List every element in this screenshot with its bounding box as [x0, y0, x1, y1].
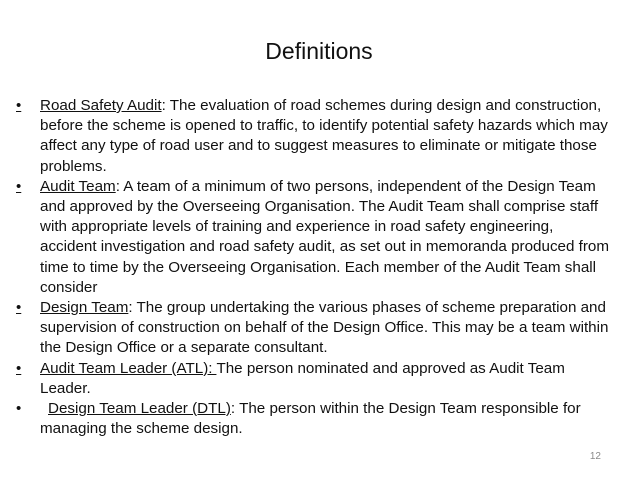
definition-road-safety-audit [14, 96, 614, 177]
bullet-icon: • [16, 400, 22, 418]
definition-term: Audit Team Leader (ATL): [40, 359, 217, 377]
definition-term: Audit Team [40, 177, 116, 195]
definition-text: : The evaluation of road schemes during design and construction, before the scheme is opened to traffic, to identify potential safety hazards which may affect any type of road user and to suggest measures to eliminate or mitigate those problems. [40, 97, 608, 175]
definition-term: Design Team [40, 299, 129, 317]
page-number: 12 [589, 451, 601, 462]
definition-design-team-leader [14, 399, 614, 439]
definition-text: : The group undertaking the various phases of scheme preparation and supervision of construction on behalf of the Design Office. This may be a team within the Design Office or a separate consultant. [40, 299, 609, 357]
slide-title: Definitions [265, 38, 373, 64]
definition-term: Design Team Leader (DTL) [48, 400, 231, 418]
definition-design-team [14, 298, 614, 359]
definition-audit-team-leader [14, 359, 614, 399]
definition-term: Road Safety Audit [40, 97, 162, 114]
bullet-icon: • [16, 177, 22, 195]
definition-text: : The person within the Design Team responsible for managing the scheme design. [40, 400, 581, 438]
definition-audit-team [14, 177, 614, 298]
definitions-list [14, 96, 614, 439]
definition-text: The person nominated and approved as Audit Team Leader. [40, 359, 565, 397]
bullet-icon: • [16, 97, 22, 114]
bullet-icon: • [16, 299, 22, 317]
definition-text: : A team of a minimum of two persons, independent of the Design Team and approved by the Overseeing Organisation. The Audit Team shall comprise staff with appropriate levels of training and experience in road safety engineering, accident investigation and road safety audit, as set out in memoranda produced from time to time by the Overseeing Organisation. Each member of the Audit Team shall consider [40, 177, 610, 296]
bullet-icon: • [16, 359, 22, 377]
